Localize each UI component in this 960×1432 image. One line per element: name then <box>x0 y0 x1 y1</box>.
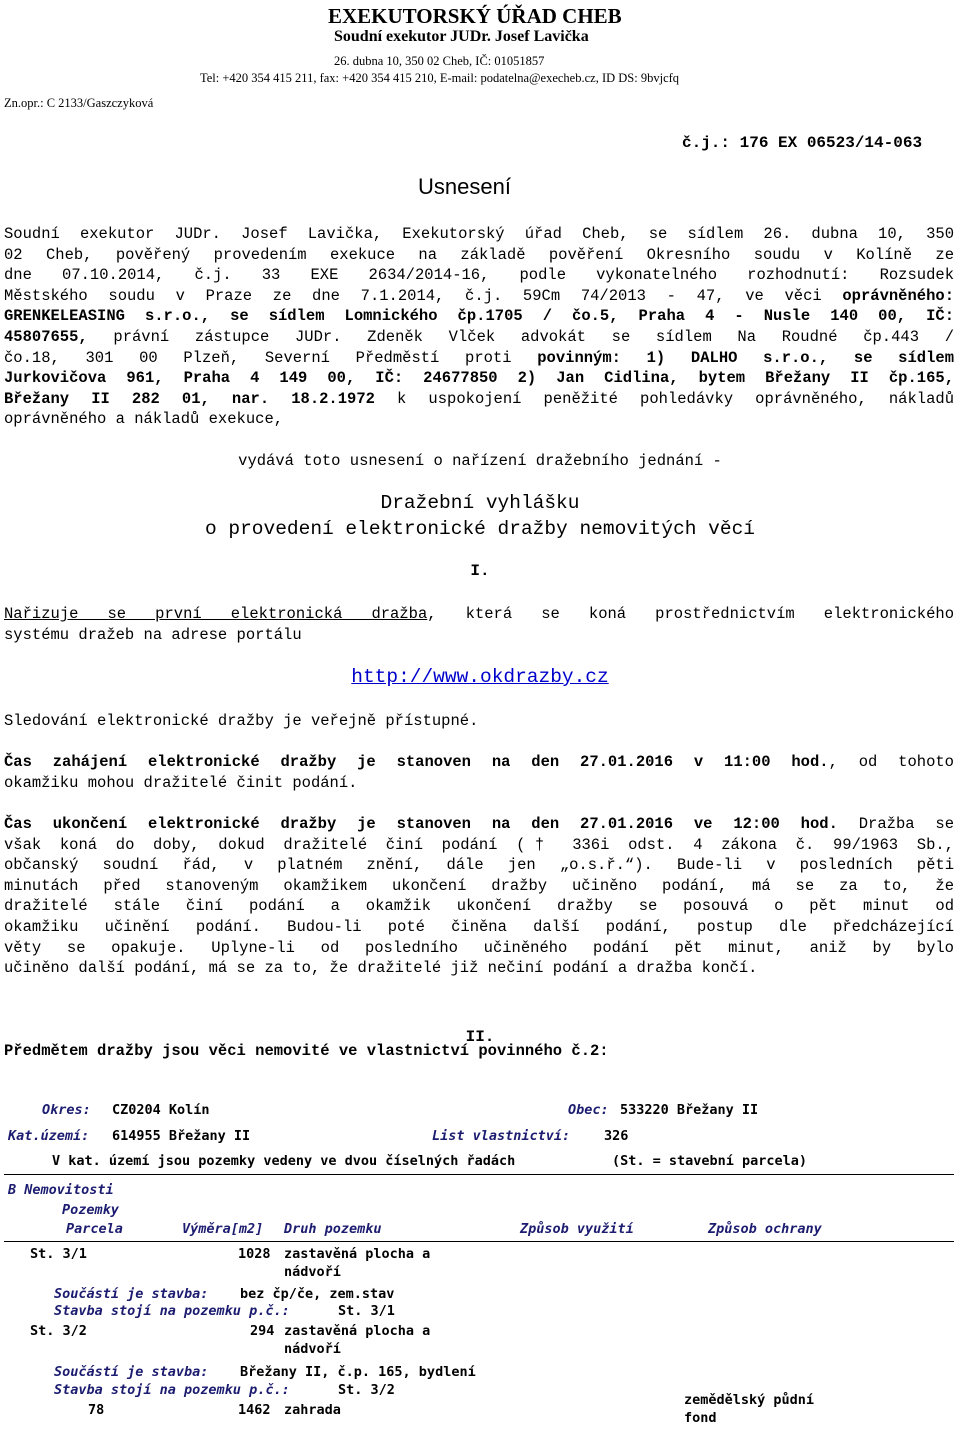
reference-number: Zn.opr.: C 2133/Gaszczyková <box>4 96 154 110</box>
intro-line: oprávněného a nákladů exekuce, <box>4 410 284 429</box>
order-text: , která se koná prostřednictvím elektronického <box>427 605 955 623</box>
building-stands-label: Stavba stojí na pozemku p.č.: <box>54 1303 290 1319</box>
ownership-list-value: 326 <box>604 1128 629 1144</box>
end-line: však koná do doby, dokud dražitelé činí podání († 336i odst. 4 zákona č. 99/1963 Sb., <box>4 835 954 854</box>
column-area: Výměra[m2] <box>182 1221 264 1237</box>
parcel-protection: fond <box>684 1410 717 1426</box>
order-line <box>4 604 954 625</box>
debtor-details: Jurkovičova 961, Praha 4 149 00, IČ: 24677850 2) Jan Cidlina, bytem Břežany II čp.165, <box>4 369 954 388</box>
ownership-list-label: List vlastnictví: <box>432 1128 571 1144</box>
building-part-label: Součástí je stavba: <box>54 1286 209 1302</box>
parcel-number: St. 3/1 <box>30 1246 87 1262</box>
building-stands-label: Stavba stojí na pozemku p.č.: <box>54 1382 290 1398</box>
intro-text: čo.18, 301 00 Plzeň, Severní Předměstí proti <box>4 348 538 367</box>
order-line: systému dražeb na adrese portálu <box>4 625 302 644</box>
start-line <box>4 752 954 773</box>
cadastral-area-label: Kat.území: <box>8 1128 90 1144</box>
parcel-type: zastavěná plocha a <box>284 1246 431 1262</box>
district-value: CZ0204 Kolín <box>112 1102 210 1118</box>
column-usage: Způsob využití <box>520 1221 634 1237</box>
start-line: okamžiku mohou dražitelé činit podání. <box>4 773 358 792</box>
intro-line: dne 07.10.2014, č.j. 33 EXE 2634/2014-16, podle vykonatelného rozhodnutí: Rozsudek <box>4 266 954 285</box>
portal-link[interactable]: http://www.okdrazby.cz <box>351 666 609 688</box>
intro-text: právní zástupce JUDr. Zdeněk Vlček advokát se sídlem Na Roudné čp.443 / <box>87 327 954 346</box>
parcel-area: 294 <box>250 1323 275 1339</box>
cadastral-area-value: 614955 Břežany II <box>112 1128 251 1144</box>
end-text: Dražba se <box>837 815 955 833</box>
intro-line <box>4 389 954 410</box>
intro-line <box>4 348 954 369</box>
intro-line: Soudní exekutor JUDr. Josef Lavička, Exekutorský úřad Cheb, se sídlem 26. dubna 10, 350 <box>4 225 954 243</box>
office-name: EXEKUTORSKÝ ÚŘAD CHEB <box>328 4 622 28</box>
office-contact: Tel: +420 354 415 211, fax: +420 354 415 210, E-mail: podatelna@execheb.cz, ID DS: 9bvjcfq <box>200 71 680 85</box>
building-part-value: Břežany II, č.p. 165, bydlení <box>240 1364 476 1380</box>
end-line: učiněno další podání, má se za to, že dražitelé již nečiní podání a dražba končí. <box>4 959 758 978</box>
intro-text: k uspokojení peněžité pohledávky oprávněného, nákladů <box>374 389 954 408</box>
registry-note: V kat. území jsou pozemky vedeny ve dvou číselných řadách <box>52 1153 516 1169</box>
debtor-birth: Břežany II 282 01, nar. 18.2.1972 <box>4 389 375 408</box>
municipality-value: 533220 Břežany II <box>620 1102 759 1118</box>
district-label: Okres: <box>42 1102 91 1118</box>
building-stands-value: St. 3/1 <box>338 1303 395 1319</box>
start-text: , od tohoto <box>828 753 954 771</box>
end-time-paragraph <box>4 814 954 979</box>
municipality-label: Obec: <box>568 1102 609 1118</box>
end-line: okamžiku učinění podání. Budou-li poté činěna další podání, postup dle předcházející <box>4 917 954 936</box>
parcel-protection: zemědělský půdní <box>684 1392 815 1408</box>
parcel-type: zahrada <box>284 1402 341 1418</box>
column-land-type: Druh pozemku <box>284 1221 382 1237</box>
creditor-name: GRENKELEASING s.r.o., se sídlem Lomnického čp.1705 / čo.5, Praha 4 - Nusle 140 00, IČ: <box>4 307 954 326</box>
parcel-area: 1028 <box>238 1246 271 1262</box>
intro-line <box>4 327 954 348</box>
executor-name: Soudní exekutor JUDr. Josef Lavička <box>334 28 589 45</box>
debtor-label: povinným: 1) DALHO s.r.o., se sídlem <box>537 348 954 367</box>
auction-order <box>4 604 954 645</box>
intro-paragraph <box>4 224 954 430</box>
end-time: Čas ukončení elektronické dražby je stanoven na den 27.01.2016 ve 12:00 hod. <box>4 815 838 833</box>
parcel-type: nádvoří <box>284 1341 341 1357</box>
start-time: Čas zahájení elektronické dražby je stanoven na den 27.01.2016 v 11:00 hod. <box>4 753 829 771</box>
document-subtitle: o provedení elektronické dražby nemovitých věcí <box>205 518 755 540</box>
registry-note-legend: (St. = stavební parcela) <box>612 1153 808 1169</box>
creditor-id: 45807655, <box>4 327 88 346</box>
parcel-type: nádvoří <box>284 1264 341 1280</box>
intro-line <box>4 286 954 307</box>
end-line <box>4 814 954 835</box>
end-line: věty se opakuje. Uplyne-li od posledního učiněného podání pět minut, aniž by bylo <box>4 938 954 957</box>
land-registry-extract <box>0 1090 960 1432</box>
end-line: dražitelé stále činí podání a okamžik ukončení dražby se posouvá o pět minut od <box>4 897 954 916</box>
end-line: občanský soudní řád, v platném znění, dále jen „o.s.ř.“). Bude-li v posledních pěti <box>4 856 954 875</box>
building-stands-value: St. 3/2 <box>338 1382 395 1398</box>
column-protection: Způsob ochrany <box>708 1221 822 1237</box>
office-address: 26. dubna 10, 350 02 Cheb, IČ: 01051857 <box>334 54 545 68</box>
start-time-paragraph <box>4 752 954 793</box>
section-two-heading: II. <box>465 1028 495 1046</box>
subject-statement: Předmětem dražby jsou věci nemovité ve vlastnictví povinného č.2: <box>4 1042 609 1060</box>
column-parcel: Parcela <box>66 1221 123 1237</box>
end-line: minutách před stanoveným okamžikem ukončení dražby učiněno podání, má se za to, že <box>4 876 954 895</box>
parcel-number: St. 3/2 <box>30 1323 87 1339</box>
case-number: č.j.: 176 EX 06523/14-063 <box>682 134 923 152</box>
document-title: Dražební vyhlášku <box>380 492 580 514</box>
column-group-label: Pozemky <box>62 1202 119 1218</box>
building-part-label: Součástí je stavba: <box>54 1364 209 1380</box>
issues-statement: vydává toto usnesení o nařízení dražebního jednání - <box>238 452 722 470</box>
document-type: Usnesení <box>418 174 511 199</box>
divider <box>4 1241 954 1242</box>
parcel-type: zastavěná plocha a <box>284 1323 431 1339</box>
building-part-value: bez čp/če, zem.stav <box>240 1286 395 1302</box>
public-notice: Sledování elektronické dražby je veřejně přístupné. <box>4 712 479 730</box>
creditor-label: oprávněného: <box>842 286 954 305</box>
section-b-heading: B Nemovitosti <box>8 1182 114 1198</box>
parcel-area: 1462 <box>238 1402 271 1418</box>
section-one-heading: I. <box>470 562 490 580</box>
intro-line: 02 Cheb, pověřený provedením exekuce na základě pověření Okresního soudu v Kolíně ze <box>4 245 954 264</box>
intro-text: Městského soudu v Praze ze dne 7.1.2014, č.j. 59Cm 74/2013 - 47, ve věci <box>4 286 843 305</box>
divider <box>4 1174 954 1175</box>
order-heading: Nařizuje se první elektronická dražba <box>4 605 428 623</box>
parcel-number: 78 <box>88 1402 105 1418</box>
